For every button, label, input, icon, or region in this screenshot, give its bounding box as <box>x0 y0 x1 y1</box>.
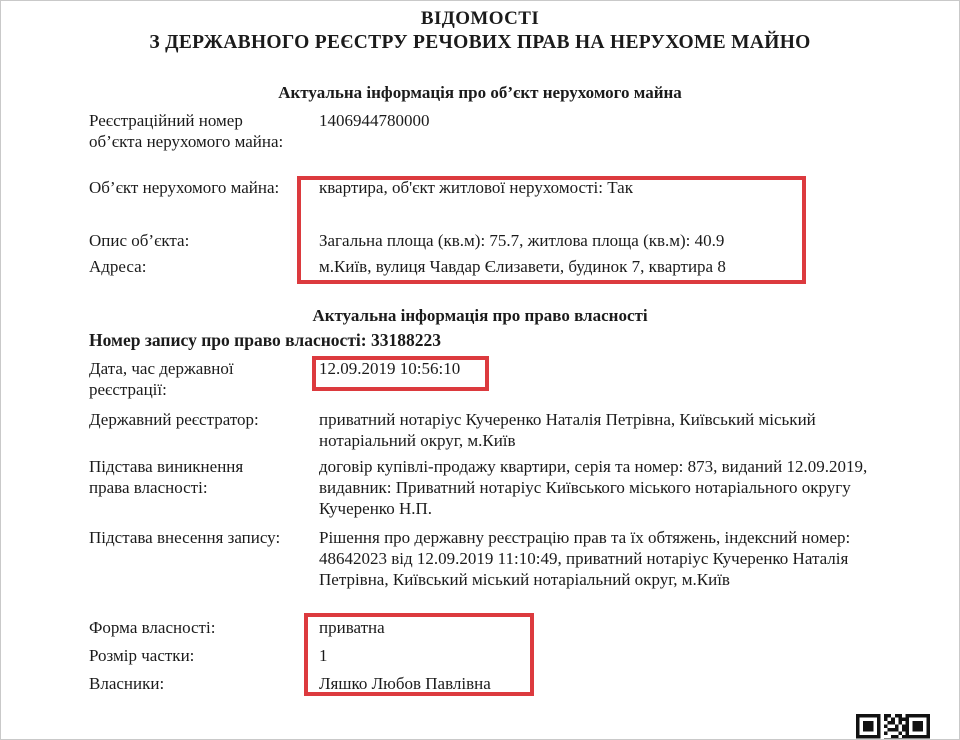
object-section-heading: Актуальна інформація про об’єкт нерухомого майна <box>278 83 682 102</box>
field-value: приватна <box>319 618 385 637</box>
field-label: Форма власності: <box>89 618 216 637</box>
field-value: договір купівлі-продажу квартири, серія та номер: 873, виданий 12.09.2019, видавник: Приватний нотаріус Київського міського нотаріального округу Кучеренко Н.П. <box>319 457 868 518</box>
field-label: Підстава виникнення права власності: <box>89 457 244 497</box>
doc-title <box>1 7 959 55</box>
field-value: м.Київ, вулиця Чавдар Єлизавети, будинок 7, квартира 8 <box>319 257 726 276</box>
field-label: Опис об’єкта: <box>89 231 190 250</box>
field-label: Об’єкт нерухомого майна: <box>89 178 280 197</box>
field-value: Загальна площа (кв.м): 75.7, житлова площа (кв.м): 40.9 <box>319 231 725 250</box>
doc-title-line2: З ДЕРЖАВНОГО РЕЄСТРУ РЕЧОВИХ ПРАВ НА НЕРУХОМЕ МАЙНО <box>149 32 811 53</box>
field-value: 1406944780000 <box>319 111 430 130</box>
qr-code-icon <box>856 714 930 740</box>
field-value: 1 <box>319 646 328 665</box>
field-label: Державний реєстратор: <box>89 410 259 429</box>
record-number-line: Номер запису про право власності: 33188223 <box>89 330 441 350</box>
field-value: 12.09.2019 10:56:10 <box>319 359 461 378</box>
field-value: Ляшко Любов Павлівна <box>319 674 491 693</box>
field-label: Реєстраційний номер об’єкта нерухомого майна: <box>89 111 284 151</box>
field-label: Адреса: <box>89 257 147 276</box>
ownership-section-heading: Актуальна інформація про право власності <box>312 306 648 325</box>
field-value: приватний нотаріус Кучеренко Наталія Петрівна, Київський міський нотаріальний округ, м.Київ <box>319 410 816 450</box>
field-label: Розмір частки: <box>89 646 195 665</box>
field-label: Власники: <box>89 674 165 693</box>
field-value: Рішення про державну реєстрацію прав та їх обтяжень, індексний номер: 48642023 від 12.09.2019 11:10:49, приватний нотаріус Кучеренко Наталія Петрівна, Київський міський нотаріальний округ, м.Київ <box>319 528 851 589</box>
doc-title-line1: ВІДОМОСТІ <box>420 8 540 29</box>
field-value: квартира, об'єкт житлової нерухомості: Так <box>319 178 633 197</box>
field-label: Підстава внесення запису: <box>89 528 281 547</box>
field-label: Дата, час державної реєстрації: <box>89 359 234 399</box>
